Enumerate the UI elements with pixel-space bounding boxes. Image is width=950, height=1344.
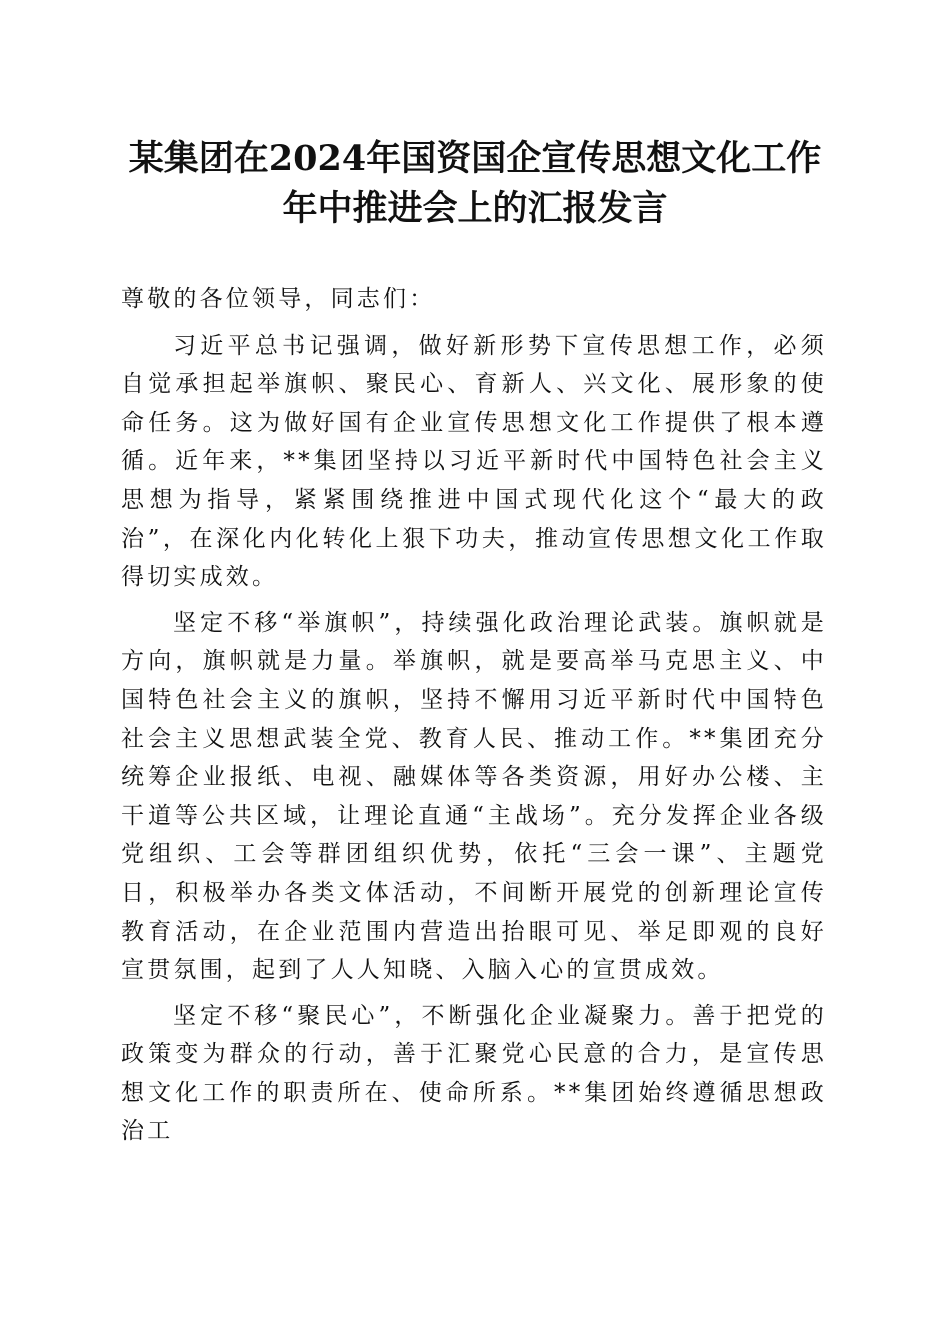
document-body — [121, 280, 827, 1151]
paragraph-raise-banner: 坚定不移“举旗帜”，持续强化政治理论武装。旗帜就是方向，旗帜就是力量。举旗帜，就是要高举马克思主义、中国特色社会主义的旗帜，坚持不懈用习近平新时代中国特色社会主义思想武装全党、教育人民、推动工作。**集团充分统筹企业报纸、电视、融媒体等各类资源，用好办公楼、主干道等公共区域，让理论直通“主战场”。充分发挥企业各级党组织、工会等群团组织优势，依托“三会一课”、主题党日，积极举办各类文体活动，不间断开展党的创新理论宣传教育活动，在企业范围内营造出抬眼可见、举足即观的良好宣贯氛围，起到了人人知晓、入脑入心的宣贯成效。 — [121, 609, 827, 984]
document-title — [100, 134, 850, 234]
paragraph-unite-hearts: 坚定不移“聚民心”，不断强化企业凝聚力。善于把党的政策变为群众的行动，善于汇聚党心民意的合力，是宣传思想文化工作的职责所在、使命所系。**集团始终遵循思想政治工 — [121, 1002, 827, 1145]
paragraph-intro: 习近平总书记强调，做好新形势下宣传思想工作，必须自觉承担起举旗帜、聚民心、育新人、兴文化、展形象的使命任务。这为做好国有企业宣传思想文化工作提供了根本遵循。近年来，**集团坚持以习近平新时代中国特色社会主义思想为指导，紧紧围绕推进中国式现代化这个“最大的政治”，在深化内化转化上狠下功夫，推动宣传思想文化工作取得切实成效。 — [121, 332, 827, 591]
title-line-1: 某集团在2024年国资国企宣传思想文化工作 — [128, 138, 822, 179]
salutation: 尊敬的各位领导，同志们： — [121, 286, 436, 312]
title-line-2: 年中推进会上的汇报发言 — [282, 188, 668, 229]
